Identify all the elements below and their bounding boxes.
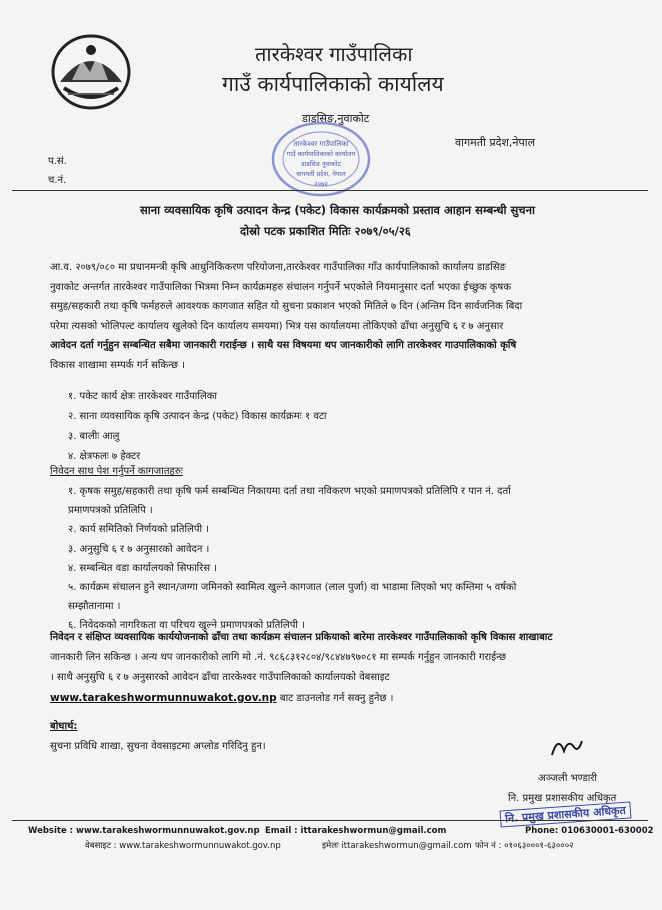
footer-phone-en: Phone: 010630001-630002 — [525, 826, 654, 836]
list-item: ४. क्षेत्रफलः ७ हेक्टर — [68, 451, 141, 462]
closing-line: जानकारी लिन सकिन्छ । अन्य थप जानकारीको लागि मो .नं. ९८६८३१२८०४/९८४४७९७०८१ मा सम्पर्क गर्नुहुन जानकारी गराईन्छ — [50, 652, 506, 663]
signature-mark — [548, 733, 584, 763]
list-item: १. कृषक समुह/सहकारी तथा कृषि फर्म सम्बन्धित निकायमा दर्ता तथा नविकरण भएको प्रमाणपत्रको प्रतिलिपि र पान नं. दर्ता — [68, 486, 511, 497]
signatory-title: नि. प्रमुख प्रशासकीय अधिकृत — [508, 793, 617, 804]
nepal-emblem-icon — [50, 30, 132, 112]
intro-line: परेमा त्यसको भोलिपल्ट कार्यालय खुलेको दिन कार्यालय समयमा) भित्र यस कार्यालयमा तोकिएको ढाँचा अनुसुचि ६ र ७ अनुसार — [50, 320, 504, 332]
footer-website-en: Website : www.tarakeshwormunnuwakot.gov.np — [28, 826, 260, 836]
closing-line-website — [50, 688, 552, 709]
documents-heading: निवेदन साथ पेश गर्नुपर्ने कागजातहरुः — [50, 466, 183, 477]
svg-text:डाडसिङ नुवाकोट: डाडसिङ नुवाकोट — [301, 160, 341, 168]
list-item: ३. बालीः आलु — [68, 431, 120, 442]
list-item: ४. सम्बन्धित वडा कार्यालयको सिफारिस । — [68, 562, 218, 574]
publication-date: दोस्रो पटक प्रकाशित मितिः २०७९/०५/२६ — [240, 224, 411, 238]
list-item: २. साना व्यवसायिक कृषि उत्पादन केन्द्र (पकेट) विकास कार्यक्रमः १ वटा — [68, 411, 327, 422]
list-item: ५. कार्यक्रम संचालन हुने स्थान/जग्गा जमिनको स्वामित्व खुल्ने कागजात (लाल पुर्जा) वा भाडामा लिएको भए कम्तिमा ५ वर्षको — [68, 582, 517, 594]
bodharth-line: सुचना प्रविधि शाखा, सुचना वेवसाइटमा अप्लोड गरिदिनु हुन। — [50, 741, 266, 752]
footer-email-np: इमेलः ittarakeshwormun@gmail.com — [322, 841, 472, 851]
list-item: प्रमाणपत्रको प्रतिलिपि । — [68, 505, 153, 517]
header-divider — [12, 190, 648, 191]
documents-list — [68, 482, 516, 636]
list-item: सम्झौतानामा । — [68, 601, 121, 613]
intro-line: आवेदन दर्ता गर्नुहुन सम्बन्धित सबैमा जानकारी गराईन्छ । साथै यस विषयमा थप जानकारीको लागि तारकेश्वर गाउपालिकाको कृषि — [50, 340, 517, 351]
svg-text:गाउँ कार्यपालिकाको कार्यालय: गाउँ कार्यपालिकाको कार्यालय — [286, 150, 356, 158]
program-list — [68, 387, 327, 467]
notice-subject: साना व्यवसायिक कृषि उत्पादन केन्द्र (पकेट) विकास कार्यक्रमको प्रस्ताव आहान सम्बन्धी सुचना — [140, 203, 535, 217]
svg-text:तारकेश्वर गाउँपालिका: तारकेश्वर गाउँपालिका — [293, 140, 349, 148]
website-suffix: बाट डाउनलोड गर्न सक्नु हुनेछ । — [279, 693, 394, 704]
list-item: २. कार्य समितिको निर्णयको प्रतिलिपी । — [68, 524, 210, 536]
office-address: डाडसिङ,नुवाकोट — [302, 112, 370, 125]
closing-line: निवेदन र संक्षिप्त व्यवसायिक कार्ययोजनाको ढाँचा तथा कार्यक्रम संचालन प्रकियाको बारेमा तारकेश्वर गाउँपालिकाको कृषि विकास शाखाबाट — [50, 632, 553, 643]
office-title: गाउँ कार्यपालिकाको कार्यालय — [222, 72, 444, 96]
office-stamp — [265, 118, 377, 200]
svg-text:२०७२: २०७२ — [314, 180, 328, 188]
intro-line: नुवाकोट अन्तर्गत तारकेश्वर गाउँपालिका भित्रमा निम्न कार्यक्रमहरु संचालन गर्नुपर्ने भएकोले नियमानुसार दर्ता भएका ईच्छुक कृषक — [50, 281, 512, 293]
footer-phone-np: फोन नं : ०१०६३०००१-६३०००२ — [475, 841, 574, 851]
bodharth-heading: बोधार्थ: — [50, 721, 78, 732]
reference-number: प.सं. — [48, 156, 67, 167]
website-link[interactable]: www.tarakeshwormunnuwakot.gov.np — [50, 692, 277, 704]
footer-website-np: वेबसाइट : www.tarakeshwormunnuwakot.gov.np — [85, 841, 281, 851]
intro-paragraph — [50, 258, 522, 375]
office-name: तारकेश्वर गाउँपालिका — [255, 42, 413, 66]
svg-text:वागमती प्रदेश, नेपाल: वागमती प्रदेश, नेपाल — [296, 170, 346, 178]
signatory-stamp: नि. प्रमुख प्रशासकीय अधिकृत — [500, 801, 632, 827]
dispatch-number: च.नं. — [48, 175, 67, 186]
list-item: ३. अनुसुचि ६ र ७ अनुसारको आवेदन । — [68, 543, 210, 555]
footer-email-en: Email : ittarakeshwormun@gmail.com — [265, 826, 447, 836]
footer-divider — [12, 820, 648, 821]
signatory-name: अञ्जली भण्डारी — [538, 773, 598, 784]
list-item: ६. निवेदकको नागरिकता वा परिचय खुल्ने प्रमाणपत्रको प्रतिलिपी । — [68, 620, 305, 632]
closing-paragraph — [50, 628, 552, 709]
intro-line: आ.व. २०७९/०८० मा प्रधानमन्त्री कृषि आधुनिकिकरण परियोजना,तारकेश्वर गाउँपालिका गाँउ कार्यपालिकाको कार्यालय डाडसिङ — [50, 262, 506, 273]
list-item: १. पकेट कार्य क्षेत्रः तारकेश्वर गाउँपालिका — [68, 391, 218, 402]
intro-line: विकास शाखामा सम्पर्क गर्न सकिन्छ । — [50, 359, 185, 371]
office-province: वागमती प्रदेश,नेपाल — [455, 136, 536, 149]
intro-line: समुह/सहकारी तथा कृषि फर्महरुले आवश्यक कागजात सहित यो सुचना प्रकाशन भएको मितिले ७ दिन (अन्तिम दिन सार्वजनिक बिदा — [50, 301, 523, 312]
closing-line: । साथै अनुसुचि ६ र ७ अनुसारको आवेदन ढाँचा तारकेश्वर गाउँपालिकाको कार्यालयको वेबसाइट — [50, 672, 390, 683]
